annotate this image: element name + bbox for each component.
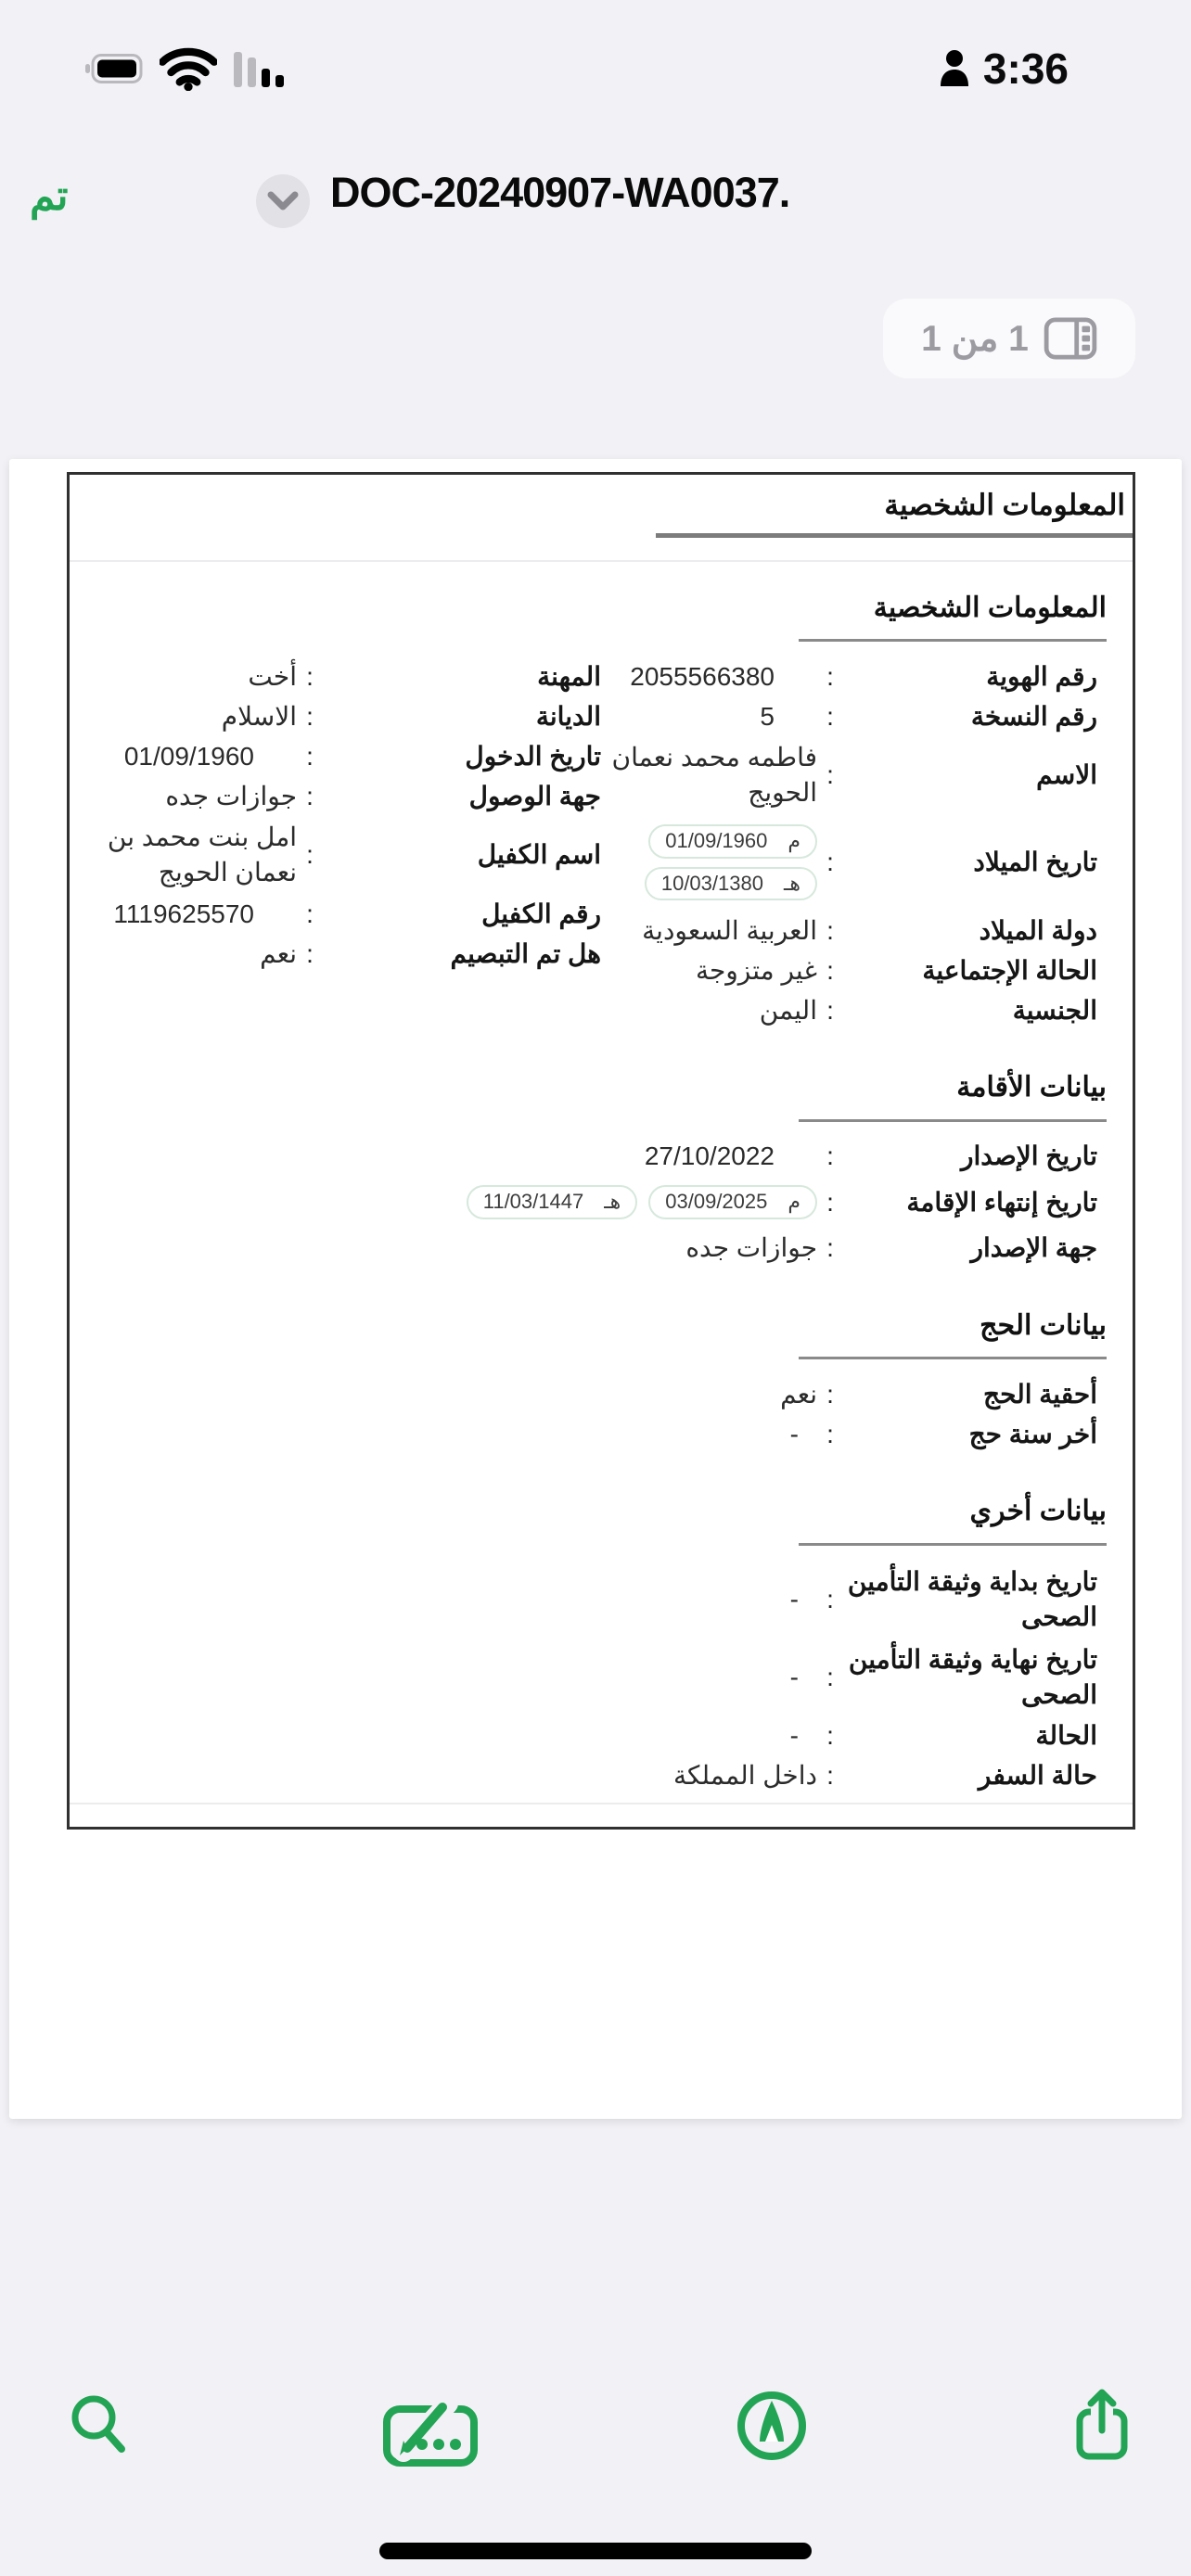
field-row [601, 911, 1133, 950]
field-label: تاريخ الدخول [465, 741, 601, 771]
field-value [70, 779, 297, 814]
section-underline [799, 1543, 1107, 1546]
section-title: بيانات الأقامة [956, 1072, 1107, 1103]
field-row [70, 1137, 1133, 1177]
markup-button[interactable] [380, 2370, 492, 2481]
field-label: الديانة [535, 701, 601, 731]
field-row [601, 696, 1133, 736]
field-label: الاسم [1036, 760, 1097, 790]
status-time: 3:36 [982, 45, 1069, 93]
field-value [70, 1582, 817, 1617]
field-value [70, 820, 297, 890]
field-row [70, 776, 601, 816]
document-sections [70, 562, 1133, 1796]
share-icon [1072, 2388, 1132, 2464]
person-icon [939, 49, 970, 88]
date-value: 10/03/1380 [660, 871, 763, 895]
field-colon: : [306, 701, 314, 731]
calendar-letter: هـ [604, 1190, 621, 1214]
field-row [70, 934, 601, 974]
document-header [0, 156, 1191, 258]
field-row [601, 814, 1133, 911]
markup-signature-icon [381, 2383, 491, 2468]
field-label: تاريخ الميلاد [973, 848, 1097, 877]
date-value: 11/03/1447 [482, 1190, 584, 1214]
battery-icon [85, 54, 143, 83]
field-row [70, 696, 601, 736]
field-label: الحالة الإجتماعية [922, 955, 1097, 985]
field-value-text: نعم [780, 1379, 817, 1409]
status-bar-left [85, 45, 291, 93]
page-indicator[interactable] [883, 299, 1135, 378]
field-value-text: 27/10/2022 [644, 1141, 775, 1171]
field-label: الجنسية [1012, 995, 1097, 1025]
cellular-signal-icon [234, 48, 291, 89]
bottom-toolbar [0, 2370, 1191, 2481]
field-colon: : [306, 661, 314, 691]
home-indicator[interactable] [379, 2543, 812, 2559]
document-filename-title: DOC-20240907-WA0037. [330, 169, 790, 216]
fields-column-left [70, 657, 601, 1030]
field-value-text: جوازات جده [165, 781, 297, 810]
field-label: الحالة [1035, 1721, 1097, 1751]
field-value-text: الاسلام [221, 701, 297, 731]
field-row [70, 1756, 1133, 1796]
field-row [70, 1414, 1133, 1454]
document-section [70, 1067, 1133, 1269]
date-value: 03/09/2025 [665, 1190, 768, 1214]
field-value-text: 01/09/1960 [123, 741, 254, 771]
autofill-button[interactable] [716, 2370, 827, 2481]
field-value [70, 659, 297, 695]
field-value-text: نعم [260, 938, 297, 968]
field-row [601, 657, 1133, 696]
field-value-text: 5 [760, 701, 775, 731]
field-colon: : [306, 741, 314, 771]
field-value-text: فاطمه محمد نعمان الحويج [611, 743, 817, 807]
field-row [70, 894, 601, 934]
document-page-title: المعلومات الشخصية [884, 489, 1125, 521]
field-value [70, 1231, 817, 1266]
field-label: أحقية الحج [983, 1379, 1097, 1409]
field-colon: : [826, 661, 834, 691]
field-value-text: - [789, 1419, 799, 1448]
status-bar [0, 0, 1191, 121]
field-colon: : [826, 1379, 834, 1409]
field-value [70, 937, 297, 972]
two-column-fields [70, 657, 1133, 1030]
field-value [70, 1718, 817, 1753]
date-value: 01/09/1960 [665, 828, 768, 852]
field-colon: : [826, 1233, 834, 1262]
field-colon: : [826, 1141, 834, 1170]
field-label: تاريخ بداية وثيقة التأمين الصحى [847, 1566, 1097, 1631]
field-row [70, 736, 601, 776]
field-colon: : [826, 1761, 834, 1790]
pdf-page[interactable] [9, 459, 1182, 2119]
field-value [70, 1185, 817, 1219]
field-value-text: 1119625570 [113, 899, 254, 928]
field-value-text: 2055566380 [630, 661, 775, 691]
field-label: رقم الكفيل [481, 899, 601, 928]
field-row [601, 950, 1133, 990]
search-button[interactable] [45, 2370, 156, 2481]
page-count-text: 1 من 1 [921, 318, 1029, 359]
date-pills-inline [70, 1185, 817, 1219]
field-colon: : [826, 1187, 834, 1217]
field-value-text: داخل المملكة [673, 1761, 817, 1791]
field-value [601, 993, 817, 1028]
field-row [70, 1374, 1133, 1414]
field-row [70, 1561, 1133, 1639]
field-value [70, 1417, 817, 1452]
field-row [70, 657, 601, 696]
field-colon: : [826, 848, 834, 876]
field-value [601, 953, 817, 988]
field-value [601, 913, 817, 949]
field-colon: : [826, 1662, 834, 1691]
field-label: رقم الهوية [986, 661, 1097, 691]
field-value [601, 821, 817, 904]
document-section [70, 1491, 1133, 1796]
field-row [70, 1716, 1133, 1756]
title-underline [656, 533, 1133, 538]
field-label: تاريخ الإصدار [960, 1141, 1097, 1171]
collapse-title-button[interactable] [256, 174, 310, 228]
field-value-text: غير متزوجة [695, 955, 817, 985]
field-value-text: أخت [248, 661, 297, 691]
field-value-text: - [789, 1662, 799, 1691]
section-title: بيانات الحج [980, 1309, 1107, 1341]
fields-single-column [70, 1137, 1133, 1269]
section-title: المعلومات الشخصية [873, 592, 1107, 623]
field-colon: : [306, 938, 314, 968]
field-colon: : [826, 955, 834, 985]
field-value [70, 1377, 817, 1412]
field-colon: : [306, 899, 314, 928]
field-label: دولة الميلاد [979, 915, 1097, 945]
field-value-text: - [789, 1584, 799, 1613]
field-value-text: العربية السعودية [642, 915, 817, 945]
date-pills-stacked [601, 821, 817, 904]
field-value [601, 699, 817, 734]
field-label: تاريخ إنتهاء الإقامة [906, 1187, 1097, 1217]
calendar-letter: م [788, 828, 800, 852]
field-label: المهنة [537, 661, 601, 691]
field-label: هل تم التبصيم [450, 938, 601, 968]
field-colon: : [826, 915, 834, 945]
field-row [70, 1177, 1133, 1229]
done-button[interactable]: تم [30, 173, 69, 219]
field-value [601, 659, 817, 695]
field-label: تاريخ نهاية وثيقة التأمين الصحى [848, 1644, 1097, 1709]
field-row [601, 736, 1133, 814]
section-underline [799, 639, 1107, 642]
fields-single-column [70, 1374, 1133, 1454]
fields-column-right [601, 657, 1133, 1030]
share-button[interactable] [1046, 2370, 1158, 2481]
field-label: حالة السفر [978, 1761, 1097, 1791]
field-value [70, 699, 297, 734]
field-value-text: اليمن [759, 995, 817, 1025]
field-label: أخر سنة حج [968, 1419, 1097, 1448]
field-label: جهة الوصول [468, 781, 601, 810]
field-value [70, 897, 297, 932]
search-icon [64, 2390, 136, 2462]
field-value [70, 1660, 817, 1695]
footer-separator [70, 1803, 1133, 1804]
date-pill [645, 867, 817, 901]
fields-single-column [70, 1561, 1133, 1796]
field-colon: : [826, 1584, 834, 1613]
field-colon: : [826, 995, 834, 1025]
field-value [70, 1758, 817, 1793]
date-pill [648, 824, 817, 859]
document-section [70, 1306, 1133, 1455]
field-colon: : [826, 701, 834, 731]
date-pill [648, 1185, 817, 1219]
field-value [70, 739, 297, 774]
section-title: بيانات أخري [969, 1496, 1107, 1526]
document-section [70, 588, 1133, 1031]
date-pill [467, 1185, 638, 1219]
field-label: جهة الإصدار [970, 1233, 1097, 1263]
chevron-down-icon [267, 191, 299, 211]
field-row [601, 990, 1133, 1030]
field-label: اسم الكفيل [477, 840, 601, 870]
field-colon: : [826, 760, 834, 789]
field-value-text: امل بنت محمد بن نعمان الحويج [107, 823, 297, 886]
document-table-border [67, 472, 1135, 1830]
field-value-text: - [789, 1721, 799, 1751]
autofill-pen-icon [734, 2388, 810, 2464]
field-colon: : [826, 1721, 834, 1750]
calendar-letter: هـ [783, 871, 800, 895]
field-value [70, 1139, 817, 1174]
field-row [70, 816, 601, 894]
field-colon: : [306, 840, 314, 869]
section-underline [799, 1119, 1107, 1122]
field-row [70, 1639, 1133, 1716]
wifi-icon [160, 46, 217, 91]
section-underline [799, 1357, 1107, 1359]
field-colon: : [306, 781, 314, 810]
field-value-text: جوازات جده [685, 1233, 817, 1263]
field-label: رقم النسخة [970, 701, 1097, 731]
status-bar-right [939, 45, 1069, 93]
page-thumbnails-icon [1044, 317, 1097, 360]
field-value [601, 740, 817, 810]
field-colon: : [826, 1419, 834, 1448]
calendar-letter: م [788, 1190, 800, 1214]
field-row [70, 1229, 1133, 1269]
